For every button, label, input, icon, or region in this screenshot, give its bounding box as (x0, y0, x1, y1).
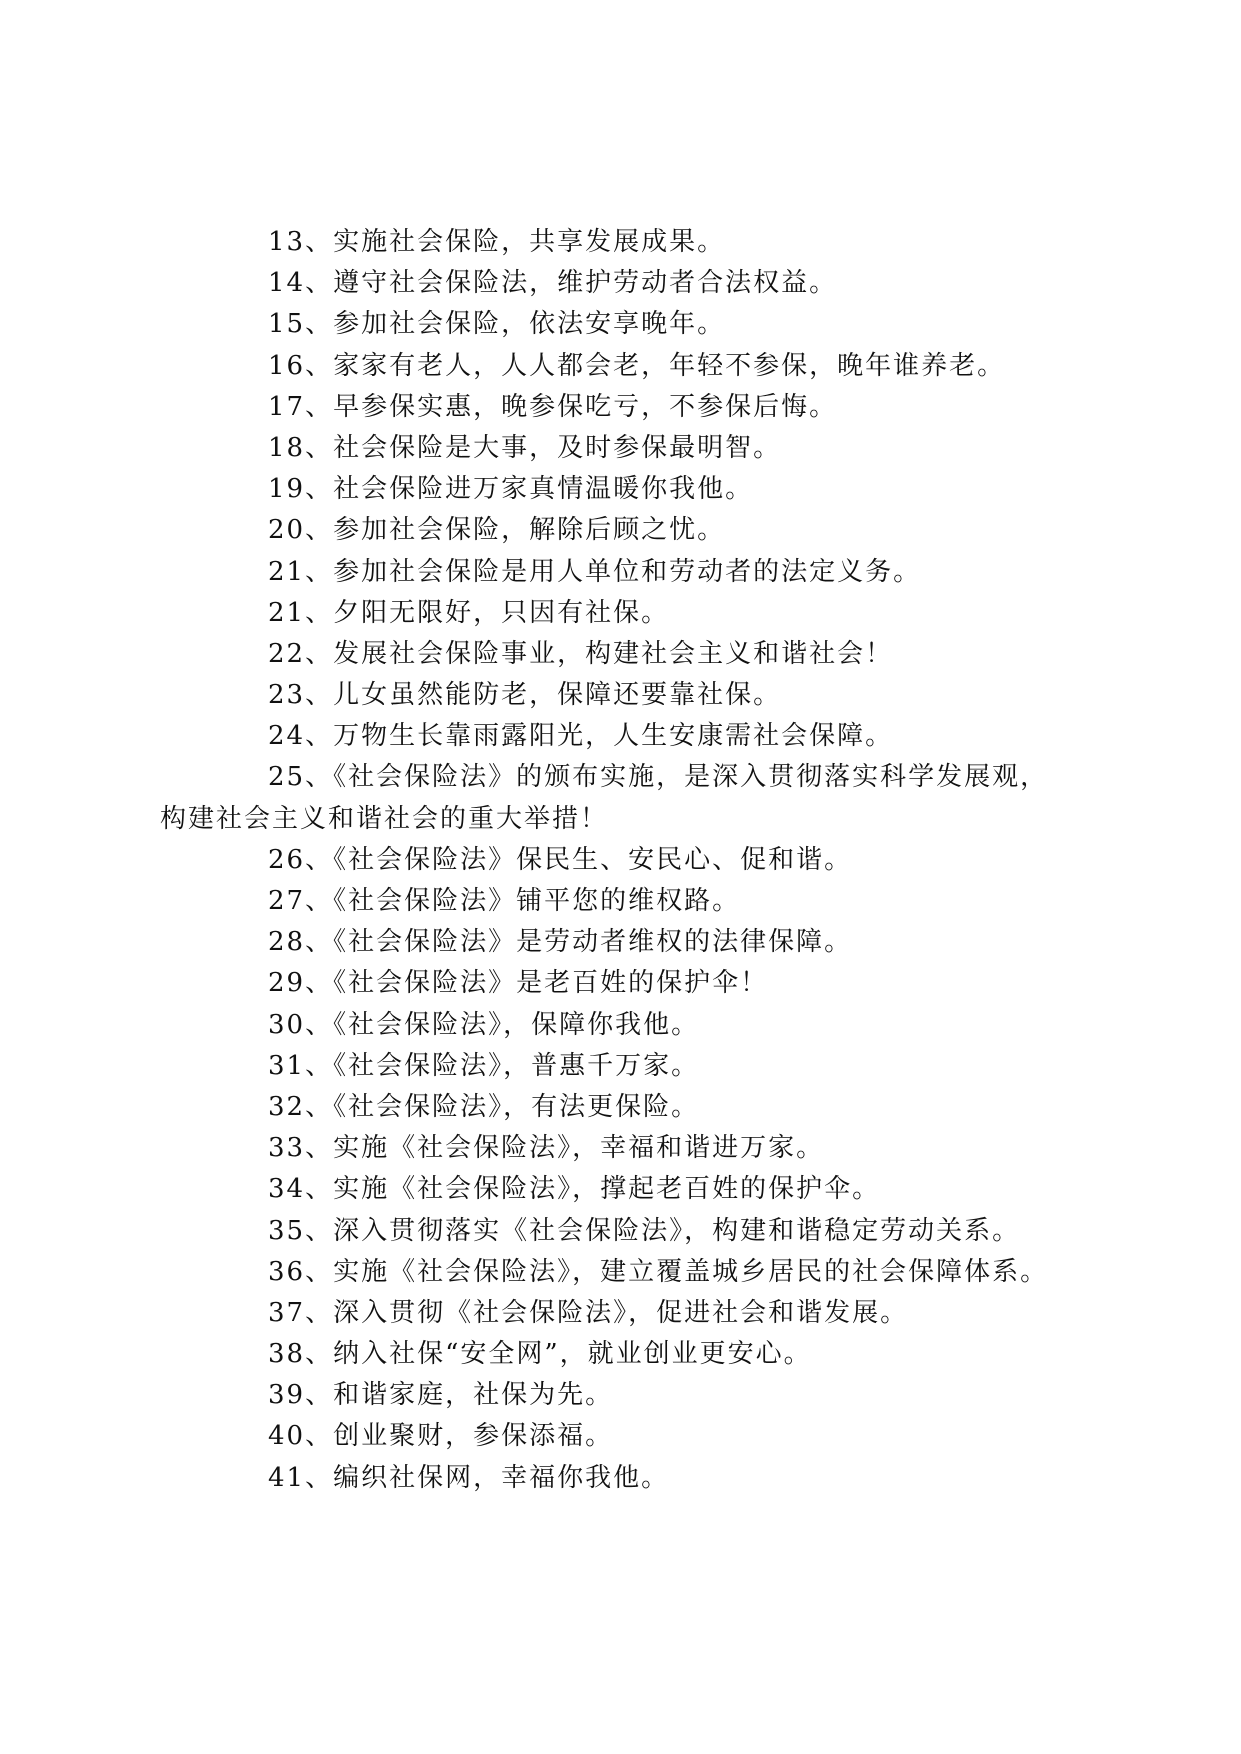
slogan-list (160, 222, 1090, 1499)
list-item: 24、万物生长靠雨露阳光，人生安康需社会保障。 (268, 721, 894, 752)
list-item: 39、和谐家庭，社保为先。 (268, 1380, 614, 1411)
list-item: 17、早参保实惠，晚参保吃亏，不参保后悔。 (268, 391, 838, 422)
list-item: 38、纳入社保“安全网”，就业创业更安心。 (268, 1339, 812, 1370)
list-item: 18、社会保险是大事，及时参保最明智。 (268, 432, 782, 463)
list-item: 23、儿女虽然能防老，保障还要靠社保。 (268, 680, 782, 711)
list-item: 25、《社会保险法》的颁布实施，是深入贯彻落实科学发展观， (268, 762, 1049, 793)
list-item: 33、实施《社会保险法》，幸福和谐进万家。 (268, 1133, 825, 1164)
list-item: 19、社会保险进万家真情温暖你我他。 (268, 474, 754, 505)
list-item: 27、《社会保险法》铺平您的维权路。 (268, 886, 741, 916)
list-item: 28、《社会保险法》是劳动者维权的法律保障。 (268, 927, 853, 958)
list-item: 22、发展社会保险事业，构建社会主义和谐社会！ (268, 638, 894, 669)
list-item: 41、编织社保网，幸福你我他。 (268, 1462, 670, 1493)
list-item: 32、《社会保险法》，有法更保险。 (268, 1091, 700, 1122)
list-item: 31、《社会保险法》，普惠千万家。 (268, 1050, 700, 1081)
list-item: 29、《社会保险法》是老百姓的保护伞！ (268, 968, 769, 999)
list-item: 37、深入贯彻《社会保险法》，促进社会和谐发展。 (268, 1297, 909, 1328)
list-item: 40、创业聚财，参保添福。 (268, 1421, 614, 1452)
list-item: 13、实施社会保险，共享发展成果。 (268, 227, 726, 257)
list-item-continuation: 构建社会主义和谐社会的重大举措！ (160, 803, 609, 834)
list-item: 34、实施《社会保险法》，撑起老百姓的保护伞。 (268, 1174, 881, 1205)
list-item: 14、遵守社会保险法，维护劳动者合法权益。 (268, 268, 838, 299)
list-item: 16、家家有老人，人人都会老，年轻不参保，晚年谁养老。 (268, 350, 1006, 381)
list-item: 20、参加社会保险，解除后顾之忧。 (268, 515, 726, 546)
list-item: 26、《社会保险法》保民生、安民心、促和谐。 (268, 844, 853, 875)
list-item: 21、夕阳无限好，只因有社保。 (268, 597, 670, 628)
list-item: 35、深入贯彻落实《社会保险法》，构建和谐稳定劳动关系。 (268, 1215, 1021, 1246)
list-item: 21、参加社会保险是用人单位和劳动者的法定义务。 (268, 556, 922, 587)
list-item: 30、《社会保险法》，保障你我他。 (268, 1009, 700, 1040)
list-item: 15、参加社会保险，依法安享晚年。 (268, 309, 726, 340)
list-item: 36、实施《社会保险法》，建立覆盖城乡居民的社会保障体系。 (268, 1256, 1049, 1287)
